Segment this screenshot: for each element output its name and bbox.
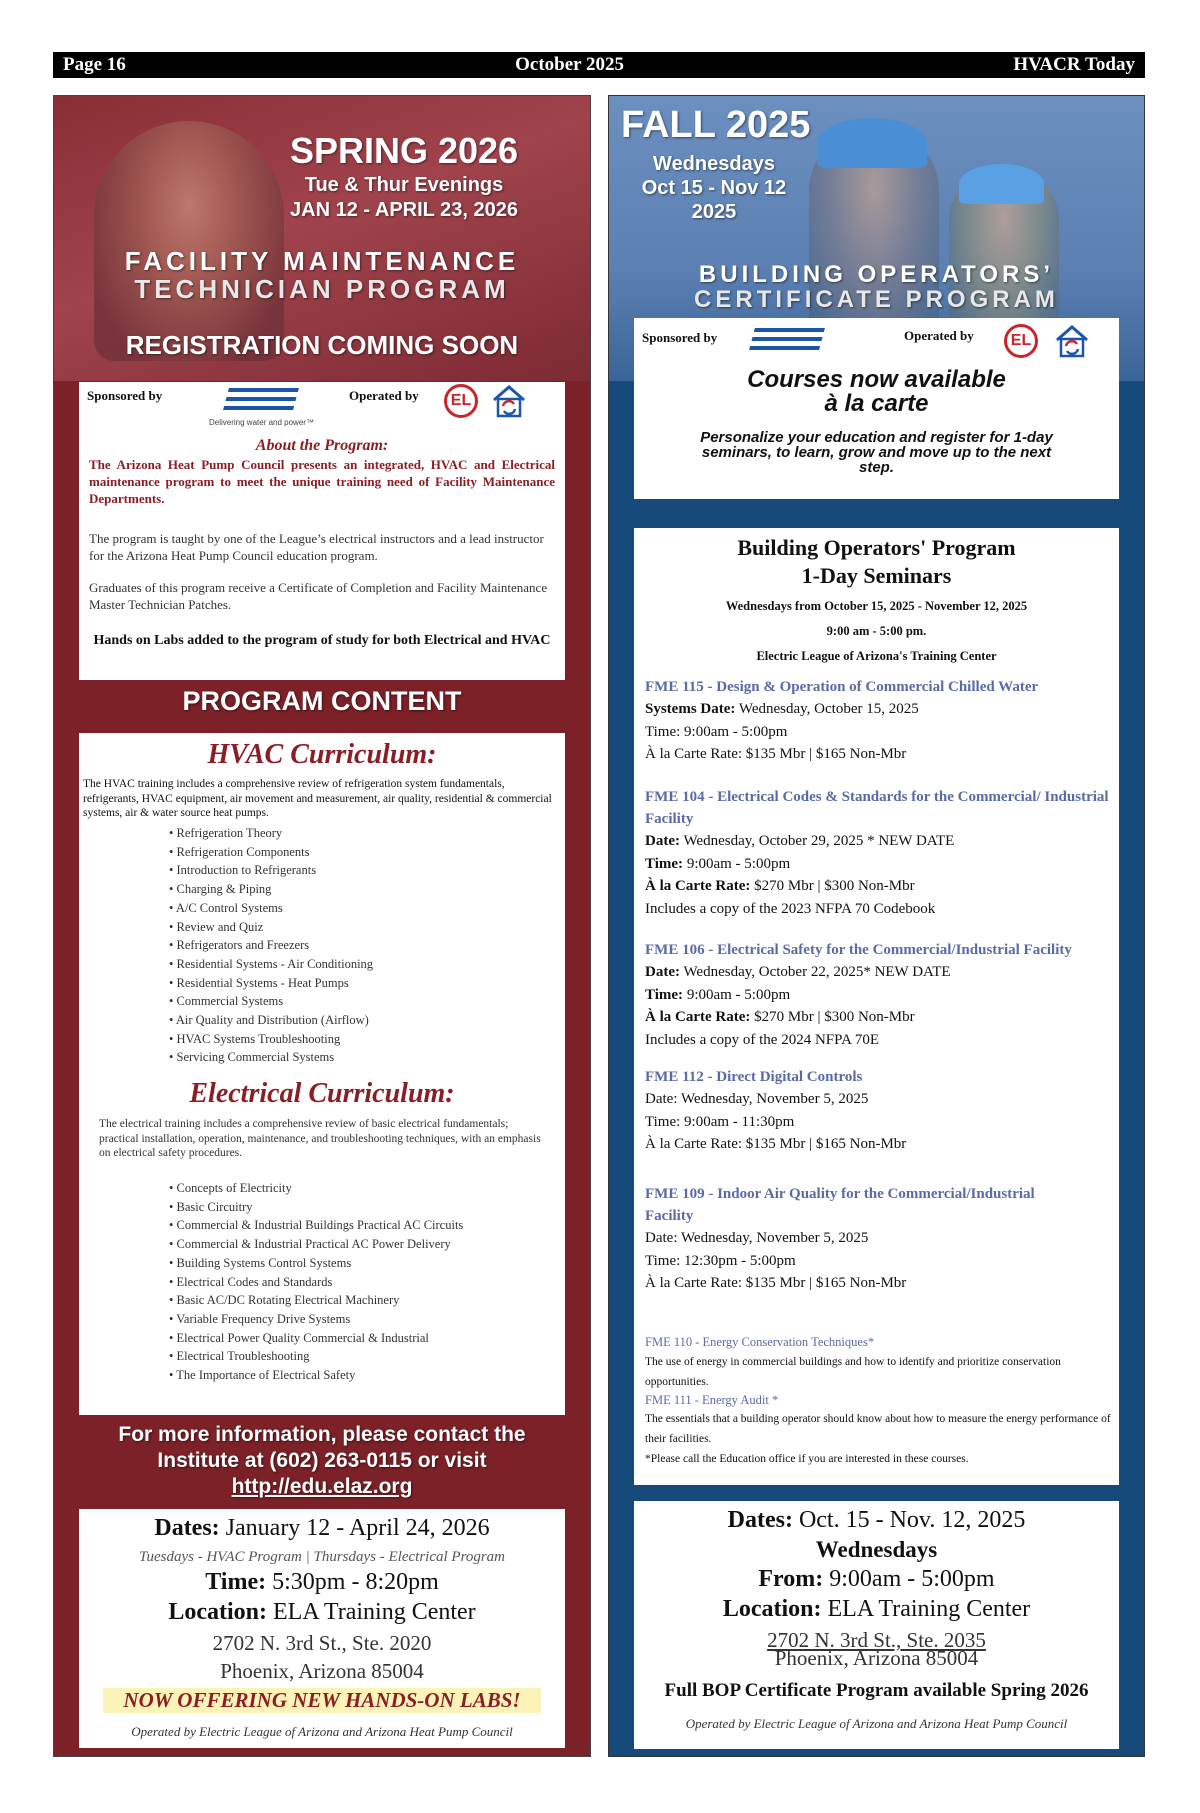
curriculum-topic: • Electrical Power Quality Commercial & Industrial <box>169 1329 559 1348</box>
contact-line-2: Institute at (602) 263-0115 or visit <box>157 1449 487 1472</box>
graduates-paragraph: Graduates of this program receive a Certificate of Completion and Facility Maintenance Master Technician Patches. <box>89 580 548 612</box>
dates-label: Dates: <box>727 1507 793 1533</box>
hard-hat-icon <box>817 118 927 168</box>
dates-label: Dates: <box>154 1515 220 1541</box>
curriculum-topic: • The Importance of Electrical Safety <box>169 1366 559 1385</box>
heat-pump-council-logo-icon <box>491 384 527 418</box>
hvac-curriculum-title: HVAC Curriculum: <box>207 739 437 770</box>
fme110-desc: The use of energy in commercial buildings and how to identify and prioritize conservation opportunities. <box>645 1356 1061 1388</box>
fall-subtitle-3: 2025 <box>691 201 737 223</box>
spring-2026-ad <box>53 95 591 1757</box>
program-content-heading: PROGRAM CONTENT <box>182 686 462 716</box>
location-value: ELA Training Center <box>273 1599 476 1625</box>
about-box <box>79 382 565 680</box>
curriculum-topic: • Basic AC/DC Rotating Electrical Machinery <box>169 1291 559 1310</box>
curriculum-topic: • Residential Systems - Heat Pumps <box>169 974 549 993</box>
curriculum-topic: • Charging & Piping <box>169 880 549 899</box>
fme115-title: FME 115 - Design & Operation of Commercial Chilled Water <box>645 679 1039 695</box>
spring-location <box>79 1599 565 1626</box>
fall-location <box>634 1596 1119 1623</box>
dates-value: Oct. 15 - Nov. 12, 2025 <box>798 1507 1026 1533</box>
curriculum-topic: • Commercial & Industrial Buildings Practical AC Circuits <box>169 1216 559 1235</box>
fme104-time <box>645 853 1115 876</box>
address-line-1: 2702 N. 3rd St., Ste. 2020 <box>212 1631 432 1655</box>
fme109-block <box>645 1183 1085 1295</box>
fme104-title: FME 104 - Electrical Codes & Standards for the Commercial/ Industrial Facility <box>645 789 1109 827</box>
srp-logo-icon <box>749 328 825 350</box>
fme106-block <box>645 939 1119 1051</box>
bop-name-2: CERTIFICATE PROGRAM <box>694 286 1059 313</box>
srp-tagline: Delivering water and power™ <box>209 418 314 427</box>
courses-heading <box>634 368 1119 416</box>
seminars-title-2: 1-Day Seminars <box>801 563 952 588</box>
spring-title: SPRING 2026 <box>289 130 519 171</box>
fme106-date-label: Date: <box>645 964 680 980</box>
fall-time <box>634 1566 1119 1593</box>
address-line-2: Phoenix, Arizona 85004 <box>774 1646 979 1670</box>
curriculum-topic: • Refrigeration Components <box>169 843 549 862</box>
spring-dates <box>79 1515 565 1542</box>
fme104-date-value: Wednesday, October 29, 2025 * NEW DATE <box>679 833 955 849</box>
heat-pump-council-logo-icon <box>1054 324 1090 358</box>
full-bop-note: Full BOP Certificate Program available Spring 2026 <box>664 1680 1089 1701</box>
from-label: From: <box>758 1566 824 1592</box>
sponsored-by-label: Sponsored by <box>87 388 163 403</box>
interest-note: *Please call the Education office if you are interested in these courses. <box>645 1453 969 1465</box>
curriculum-topic: • Basic Circuitry <box>169 1198 559 1217</box>
publication-name: HVACR Today <box>1013 54 1135 75</box>
fme104-block <box>645 786 1115 920</box>
registration-notice: REGISTRATION COMING SOON <box>125 330 519 360</box>
curriculum-topic: • Commercial Systems <box>169 992 549 1011</box>
fme115-rate: À la Carte Rate: $135 Mbr | $165 Non-Mbr <box>645 746 907 762</box>
fall-title: FALL 2025 <box>621 104 811 146</box>
curriculum-topic: • Building Systems Control Systems <box>169 1254 559 1273</box>
fme104-date-label: Date: <box>645 833 680 849</box>
personalize-text: Personalize your education and register for 1-day seminars, to learn, grow and move up to the next step. <box>700 429 1053 476</box>
seminars-box <box>634 528 1119 1485</box>
fme115-block <box>645 676 1115 766</box>
electrical-intro: The electrical training includes a comprehensive review of basic electrical fundamentals; practical installation, operation, maintenance, and troubleshooting techniques, with an emphasis on electrical safety procedures. <box>99 1118 541 1159</box>
fme115-date <box>645 698 1115 721</box>
fme106-time <box>645 984 1119 1007</box>
fall-day: Wednesdays <box>815 1537 938 1562</box>
program-name-1: FACILITY MAINTENANCE <box>124 246 520 276</box>
about-title: About the Program: <box>255 437 389 454</box>
fme106-date <box>645 961 1119 984</box>
instructor-paragraph: The program is taught by one of the League’s electrical instructors and a lead instructor for the Arizona Heat Pump Council education program. <box>89 531 544 563</box>
fme106-time-label: Time: <box>645 986 684 1003</box>
about-text: The Arizona Heat Pump Council presents an integrated, HVAC and Electrical maintenance program to meet the unique training need of Facility Maintenance Departments. <box>89 457 555 506</box>
fme104-rate-label: À la Carte Rate: <box>645 878 751 894</box>
srp-logo <box>209 388 314 427</box>
fme109-title: FME 109 - Indoor Air Quality for the Commercial/Industrial Facility <box>645 1186 1035 1224</box>
location-label: Location: <box>722 1596 822 1622</box>
website-link[interactable]: http://edu.elaz.org <box>231 1475 413 1498</box>
electric-league-logo-icon: EL <box>1004 324 1038 358</box>
curriculum-box <box>79 733 565 1415</box>
operated-by-footer: Operated by Electric League of Arizona and Arizona Heat Pump Council <box>131 1724 513 1739</box>
spring-banner <box>54 96 590 381</box>
curriculum-topic: • Refrigerators and Freezers <box>169 936 549 955</box>
curriculum-topic: • Commercial & Industrial Practical AC Power Delivery <box>169 1235 559 1254</box>
fme106-codebook: Includes a copy of the 2024 NFPA 70E <box>645 1031 880 1048</box>
location-label: Location: <box>168 1599 267 1625</box>
fme109-date: Date: Wednesday, November 5, 2025 <box>645 1230 869 1246</box>
curriculum-topic: • Concepts of Electricity <box>169 1179 559 1198</box>
fme106-rate <box>645 1006 1119 1029</box>
issue-date: October 2025 <box>515 54 625 75</box>
fme106-rate-value: $270 Mbr | $300 Non-Mbr <box>750 1009 915 1025</box>
seminars-dates: Wednesdays from October 15, 2025 - November 12, 2025 <box>725 599 1028 613</box>
curriculum-topic: • Review and Quiz <box>169 918 549 937</box>
fme112-time: Time: 9:00am - 11:30pm <box>645 1113 795 1130</box>
spring-subtitle-2: JAN 12 - APRIL 23, 2026 <box>290 199 518 221</box>
curriculum-topic: • Variable Frequency Drive Systems <box>169 1310 559 1329</box>
fme109-time: Time: 12:30pm - 5:00pm <box>645 1252 796 1269</box>
fall-dates-box <box>634 1501 1119 1749</box>
electric-league-logo-icon: EL <box>444 384 478 418</box>
fme115-date-label: Systems Date: <box>645 701 736 717</box>
fme110-111-block <box>645 1332 1115 1469</box>
hvac-intro: The HVAC training includes a comprehensive review of refrigeration system fundamentals, refrigerants, HVAC equipment, air movement and measurement, air quality, residential & commercial systems, air & water source heat pumps. <box>83 778 552 819</box>
spring-subtitle-1: Tue & Thur Evenings <box>304 174 504 196</box>
fme112-title: FME 112 - Direct Digital Controls <box>645 1069 863 1085</box>
srp-logo <box>752 328 822 355</box>
fme106-time-value: 9:00am - 5:00pm <box>683 986 791 1003</box>
fme104-codebook: Includes a copy of the 2023 NFPA 70 Codebook <box>645 900 936 917</box>
fme112-block <box>645 1066 1115 1156</box>
fme104-rate-value: $270 Mbr | $300 Non-Mbr <box>750 878 915 894</box>
operated-by-footer: Operated by Electric League of Arizona and Arizona Heat Pump Council <box>685 1716 1068 1731</box>
fall-subtitle-1: Wednesdays <box>653 153 775 175</box>
sponsored-by-label: Sponsored by <box>642 330 718 345</box>
fall-subtitle-2: Oct 15 - Nov 12 <box>641 177 787 199</box>
fme111-title: FME 111 - Energy Audit * <box>645 1393 779 1407</box>
fme106-title: FME 106 - Electrical Safety for the Commercial/Industrial Facility <box>645 942 1072 958</box>
curriculum-topic: • A/C Control Systems <box>169 899 549 918</box>
from-value: 9:00am - 5:00pm <box>829 1566 995 1592</box>
operated-by-label: Operated by <box>349 388 419 403</box>
a-la-carte-box <box>634 318 1119 499</box>
fme104-date <box>645 830 1115 853</box>
seminars-location: Electric League of Arizona's Training Center <box>756 649 997 663</box>
page-number: Page 16 <box>63 54 126 75</box>
page-header <box>53 52 1145 78</box>
time-label: Time: <box>205 1569 267 1595</box>
curriculum-topic: • Electrical Troubleshooting <box>169 1347 559 1366</box>
fme104-time-value: 9:00am - 5:00pm <box>683 855 791 872</box>
fme104-rate <box>645 875 1115 898</box>
fme109-rate: À la Carte Rate: $135 Mbr | $165 Non-Mbr <box>645 1275 907 1291</box>
curriculum-topic: • Residential Systems - Air Conditioning <box>169 955 549 974</box>
bop-name-1: BUILDING OPERATORS’ <box>698 261 1055 288</box>
electrical-topic-list <box>169 1179 559 1385</box>
fme111-desc: The essentials that a building operator should know about how to measure the energy performance of their facilities. <box>645 1413 1111 1445</box>
curriculum-topic: • Introduction to Refrigerants <box>169 861 549 880</box>
spring-dates-box <box>79 1509 565 1748</box>
curriculum-topic: • Refrigeration Theory <box>169 824 549 843</box>
address-line-2: Phoenix, Arizona 85004 <box>220 1659 424 1683</box>
curriculum-topic: • HVAC Systems Troubleshooting <box>169 1030 549 1049</box>
dates-value: January 12 - April 24, 2026 <box>225 1515 490 1541</box>
seminars-title-1: Building Operators' Program <box>737 535 1016 560</box>
time-value: 5:30pm - 8:20pm <box>272 1569 439 1595</box>
location-value: ELA Training Center <box>827 1596 1031 1622</box>
contact-info <box>54 1422 590 1500</box>
fme112-date: Date: Wednesday, November 5, 2025 <box>645 1091 869 1107</box>
hands-on-labs-note: Hands on Labs added to the program of study for both Electrical and HVAC <box>93 633 551 648</box>
fme106-date-value: Wednesday, October 22, 2025* NEW DATE <box>679 964 951 980</box>
fme110-title: FME 110 - Energy Conservation Techniques* <box>645 1335 875 1349</box>
fall-dates <box>634 1507 1119 1534</box>
address-line-1: 2702 N. 3rd St., Ste. 2035 <box>767 1628 986 1652</box>
hands-on-labs-banner: NOW OFFERING NEW HANDS-ON LABS! <box>103 1688 541 1713</box>
curriculum-topic: • Electrical Codes and Standards <box>169 1273 559 1292</box>
electrical-curriculum-title: Electrical Curriculum: <box>189 1078 455 1109</box>
program-days: Tuesdays - HVAC Program | Thursdays - Electrical Program <box>138 1549 506 1565</box>
fme112-rate: À la Carte Rate: $135 Mbr | $165 Non-Mbr <box>645 1136 907 1152</box>
hvac-topic-list <box>169 824 549 1067</box>
fme106-rate-label: À la Carte Rate: <box>645 1009 751 1025</box>
fme115-date-value: Wednesday, October 15, 2025 <box>735 701 919 717</box>
seminars-time: 9:00 am - 5:00 pm. <box>826 624 927 638</box>
curriculum-topic: • Servicing Commercial Systems <box>169 1048 549 1067</box>
contact-line-1: For more information, please contact the <box>118 1423 526 1446</box>
fall-2025-ad <box>608 95 1145 1757</box>
srp-logo-icon <box>224 388 300 410</box>
curriculum-topic: • Air Quality and Distribution (Airflow) <box>169 1011 549 1030</box>
courses-line-2: à la carte <box>824 390 929 417</box>
program-name-2: TECHNICIAN PROGRAM <box>134 274 510 304</box>
courses-line-1: Courses now available <box>747 366 1006 393</box>
fme115-time: Time: 9:00am - 5:00pm <box>645 723 788 740</box>
spring-time <box>79 1569 565 1596</box>
fme104-time-label: Time: <box>645 855 684 872</box>
operated-by-label: Operated by <box>904 328 974 343</box>
hard-hat-icon <box>959 164 1044 204</box>
